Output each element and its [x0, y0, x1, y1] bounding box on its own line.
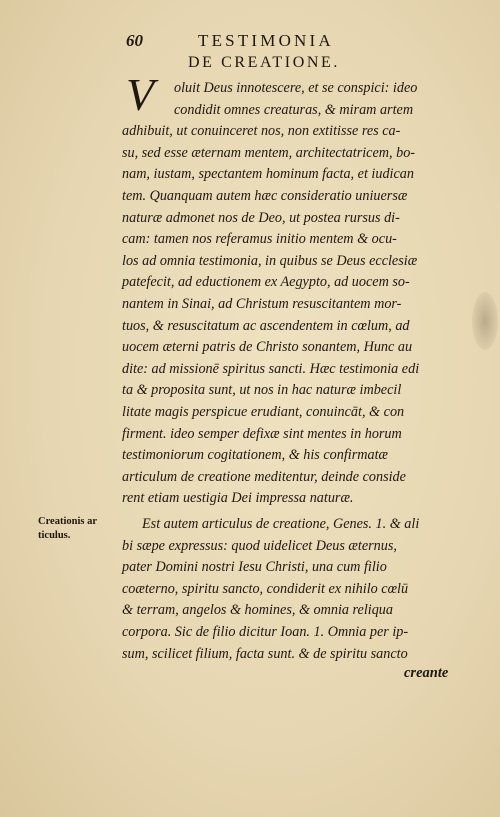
text-line: dite: ad missionē spiritus sancti. Hæc testimonia edi — [122, 360, 420, 377]
text-line: sum, scilicet filium, facta sunt. & de spiritu sancto — [122, 645, 408, 662]
margin-note-line: ticulus. — [38, 530, 71, 541]
text-line: nantem in Sinai, ad Christum resuscitantem mor- — [122, 295, 402, 312]
text-line: oluit Deus innotescere, et se conspici: ideo — [174, 80, 418, 96]
catchword: creante — [404, 665, 449, 681]
text-line: cam: tamen nos referamus initio mentem & ocu- — [122, 231, 397, 248]
page-header — [118, 31, 378, 51]
text-line: firment. ideo semper defixæ sint mentes in horum — [122, 425, 402, 442]
margin-note — [38, 515, 97, 543]
paper-stain — [472, 292, 498, 350]
text-line: coæterno, spiritu sancto, condiderit ex nihilo cœlū — [122, 580, 409, 597]
paragraph-1 — [122, 78, 460, 510]
drop-cap: V — [126, 69, 155, 120]
text-line: bi sæpe expressus: quod uidelicet Deus æternus, — [122, 537, 397, 554]
text-line: testimoniorum cogitationem, & his confirmatæ — [122, 447, 389, 464]
text-line: corpora. Sic de filio dicitur Ioan. 1. Omnia per ip- — [122, 623, 409, 640]
text-line: adhibuit, ut conuinceret nos, non extitisse res ca- — [122, 123, 401, 140]
text-line: rent etiam uestigia Dei impressa naturæ. — [122, 490, 354, 507]
text-line: pater Domini nostri Iesu Christi, una cum filio — [122, 559, 387, 576]
text-line: tem. Quanquam autem hæc consideratio uniuersæ — [122, 187, 408, 204]
text-line: litate magis perspicue erudiant, conuincāt, & con — [122, 403, 405, 420]
text-line: los ad omnia testimonia, in quibus se Deus ecclesiæ — [122, 252, 418, 269]
text-line: naturæ admonet nos de Deo, ut postea rursus di- — [122, 209, 400, 226]
text-line: su, sed esse æternam mentem, architectatricem, bo- — [122, 144, 416, 161]
paragraph-2 — [122, 514, 460, 665]
margin-note-line: Creationis ar — [38, 516, 98, 527]
text-line: condidit omnes creaturas, & miram artem — [174, 101, 414, 118]
text-line: tuos, & resuscitatum ac ascendentem in cœlum, ad — [122, 317, 410, 334]
text-line: Est autem articulus de creatione, Genes. 1. & ali — [142, 516, 420, 532]
text-line: ta & proposita sunt, ut nos in hac naturæ imbecil — [122, 382, 402, 399]
text-line: patefecit, ad eductionem ex Aegypto, ad uocem so- — [122, 274, 410, 291]
page-number: 60 — [126, 31, 143, 50]
text-line: nam, iustam, spectantem hominum facta, et iudican — [122, 166, 414, 183]
text-line: uocem æterni patris de Christo sonantem, Hunc au — [122, 339, 413, 356]
section-title: DE CREATIONE. — [188, 54, 341, 71]
text-line: articulum de creatione meditentur, deinde conside — [122, 468, 406, 485]
running-title: TESTIMONIA — [198, 31, 334, 50]
text-line: & terram, angelos & homines, & omnia reliqua — [122, 602, 393, 619]
